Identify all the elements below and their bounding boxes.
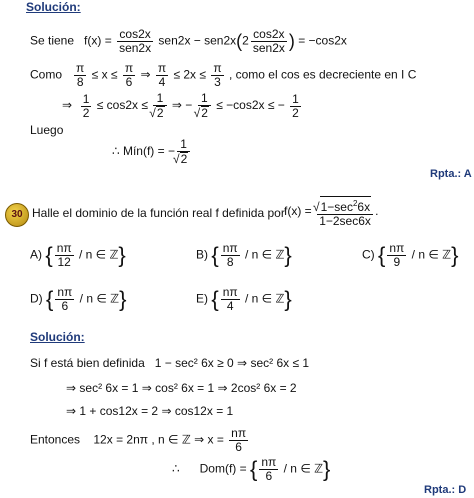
problem-statement: Halle el dominio de la función real f definida por [32, 206, 285, 220]
line-ineq2: ⇒ $\frac{1}{2}$ ≤ cos2x ≤ 1 √ 2 ⇒ − 1 √ 2 ≤ −cos2x ≤ − $\frac{1}{2}$ [62, 92, 303, 120]
option-b[interactable]: B) { $\frac{n\pi}{8}$ / n ∈ ℤ} [196, 241, 292, 269]
function-definition: f(x) = √ $\frac{1-\sec^26x}{1-2\sec 6x}$ . [284, 196, 378, 228]
line-entonces: Entonces 12x = 2nπ , n ∈ ℤ ⇒ x = $\frac{n\pi}{6}$ [30, 426, 247, 454]
line-se-tiene: Se tiene f(x) = $\frac{\cos 2x}{\text{sen2x}}$ sen2x − sen2x(2 $\frac{\cos 2x}{\text{sen2x}}$ ) = −cos2x [30, 27, 347, 55]
line-min: ∴ Mín(f) = − 1 √ 2 [112, 138, 192, 166]
solution-header-1: Solución: [26, 0, 81, 14]
option-a[interactable]: A) { $\frac{n\pi}{12}$ / n ∈ ℤ} [30, 241, 126, 269]
option-c[interactable]: C) { $\frac{n\pi}{9}$ / n ∈ ℤ} [362, 241, 459, 269]
s1-text: 1 − sec² 6x ≥ 0 ⇒ sec² 6x ≤ 1 [154, 356, 310, 370]
label-como: Como [30, 67, 63, 82]
line-dom: ∴ Dom(f) = { $\frac{n\pi}{6}$ / n ∈ ℤ} [172, 455, 331, 483]
label-se-tiene: Se tiene [30, 33, 75, 48]
line-s2: ⇒ sec² 6x = 1 ⇒ cos² 6x = 1 ⇒ 2cos² 6x = 2 [66, 381, 297, 395]
line-como: Como $\frac{\pi}{8}$ ≤ x ≤ $\frac{\pi}{6}$ ⇒ $\frac{\pi}{4}$ ≤ 2x ≤ $\frac{\pi}{3}$ , como el cos es decreciente en I C [30, 61, 417, 89]
solution-header-2: Solución: [30, 330, 85, 344]
line-s1: Si f está bien definida 1 − sec² 6x ≥ 0 ⇒ sec² 6x ≤ 1 [30, 356, 310, 370]
answer-2: Rpta.: D [424, 484, 467, 496]
option-e[interactable]: E) { $\frac{n\pi}{4}$ / n ∈ ℤ} [196, 285, 292, 313]
problem-number-badge: 30 [5, 203, 29, 227]
label-luego: Luego [30, 123, 64, 137]
option-d[interactable]: D) { $\frac{n\pi}{6}$ / n ∈ ℤ} [30, 285, 127, 313]
answer-1: Rpta.: A [430, 168, 472, 180]
como-tail: , como el cos es decreciente en I C [228, 67, 417, 82]
line-s3: ⇒ 1 + cos12x = 2 ⇒ cos12x = 1 [66, 404, 234, 418]
